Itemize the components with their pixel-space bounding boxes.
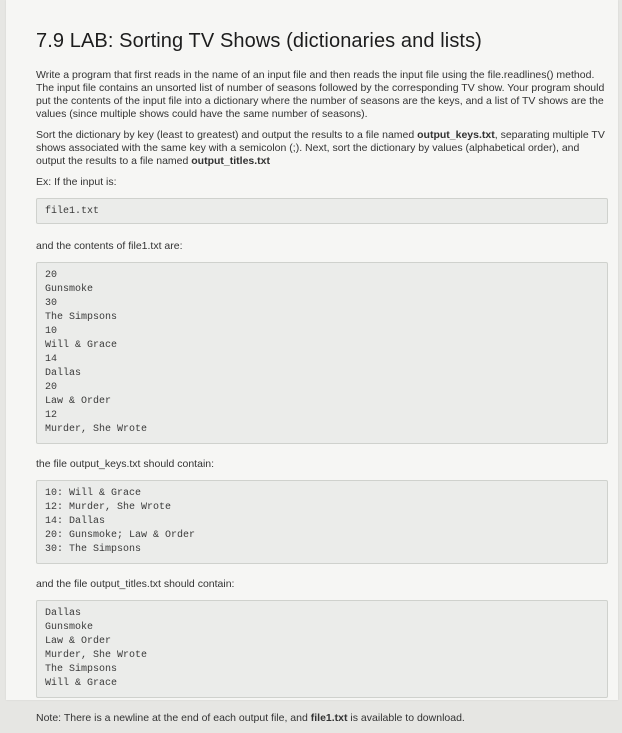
list-item: Will & Grace	[45, 340, 118, 351]
list-item: The Simpsons	[45, 312, 118, 323]
file-contents-box	[36, 262, 608, 444]
list-item: 20	[45, 382, 58, 393]
list-item: 12	[45, 410, 58, 421]
lab-content	[36, 30, 608, 733]
note-text-2: is available to download.	[347, 712, 465, 724]
list-item: Gunsmoke	[45, 284, 94, 295]
list-item: Law & Order	[45, 636, 112, 647]
list-item: 10: Will & Grace	[45, 488, 142, 499]
download-filename: file1.txt	[310, 712, 348, 724]
note-paragraph	[36, 712, 608, 725]
intro-paragraph: Write a program that first reads in the name of an input file and then reads the input file using the file.readlines() method. The input file contains an unsorted list of number of seasons followed by the corresponding TV show. Your program should put the contents of the input file into a dictionary where the number of seasons are the keys, and a list of TV shows are the values (since multiple shows could have the same number of seasons).	[36, 69, 605, 120]
input-filename-box	[36, 198, 608, 224]
output-titles-box	[36, 600, 608, 698]
list-item: 20: Gunsmoke; Law & Order	[45, 530, 196, 541]
keys-label: the file output_keys.txt should contain:	[36, 458, 215, 470]
example-label: Ex: If the input is:	[36, 176, 117, 188]
output-keys-box	[36, 480, 608, 564]
output-titles-filename: output_titles.txt	[191, 155, 271, 167]
note-text-1: Note: There is a newline at the end of each output file, and	[36, 712, 311, 724]
output-keys-filename: output_keys.txt	[417, 129, 495, 141]
list-item: Murder, She Wrote	[45, 650, 148, 661]
list-item: 30: The Simpsons	[45, 544, 142, 555]
list-item: 20	[45, 270, 58, 281]
contents-label: and the contents of file1.txt are:	[36, 240, 183, 252]
sort-text-1: Sort the dictionary by key (least to greatest) and output the results to a file named	[36, 129, 418, 141]
list-item: Dallas	[45, 608, 82, 619]
input-filename: file1.txt	[45, 206, 100, 217]
list-item: 12: Murder, She Wrote	[45, 502, 172, 513]
list-item: Murder, She Wrote	[45, 424, 148, 435]
list-item: 30	[45, 298, 58, 309]
list-item: Dallas	[45, 368, 82, 379]
list-item: 14	[45, 354, 58, 365]
list-item: 10	[45, 326, 58, 337]
sort-text-2: , separating multiple TV shows associated with the same key with a semicolon (;). Next, sort the dictionary by values (alphabetical order), and output the results to a file named	[36, 129, 605, 167]
list-item: Gunsmoke	[45, 622, 94, 633]
sort-paragraph	[36, 129, 608, 168]
lab-page	[6, 0, 618, 724]
list-item: The Simpsons	[45, 664, 118, 675]
list-item: 14: Dallas	[45, 516, 106, 527]
page-title: 7.9 LAB: Sorting TV Shows (dictionaries and lists)	[36, 30, 482, 52]
list-item: Law & Order	[45, 396, 112, 407]
titles-label: and the file output_titles.txt should contain:	[36, 578, 235, 590]
list-item: Will & Grace	[45, 678, 118, 689]
